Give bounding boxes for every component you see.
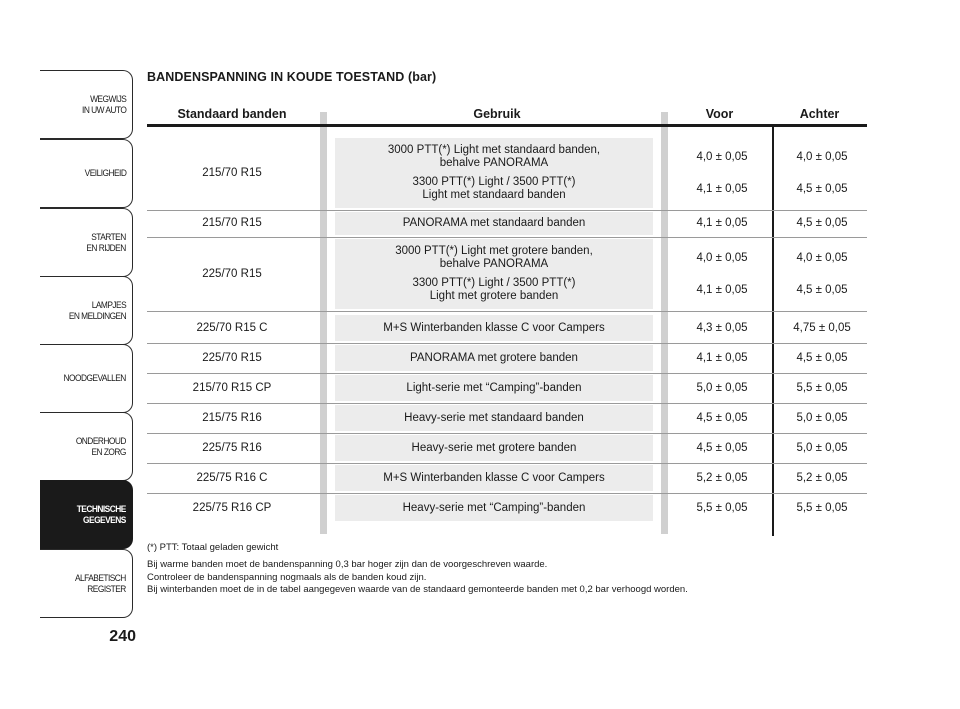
front-pressure-cell-value: 4,1 ± 0,05	[696, 283, 748, 296]
rear-pressure-cell	[767, 433, 877, 463]
use-cell	[335, 237, 653, 311]
rear-pressure-cell	[767, 463, 877, 493]
front-pressure-cell	[667, 343, 777, 373]
rear-pressure-cell	[767, 373, 877, 403]
tab-lampjes[interactable]	[40, 276, 133, 345]
front-pressure-cell	[667, 373, 777, 403]
tab-label: LAMPJES EN MELDINGEN	[68, 299, 126, 322]
front-pressure-cell-value: 4,3 ± 0,05	[696, 321, 748, 334]
rear-pressure-cell	[767, 237, 877, 311]
header-rear: Achter	[799, 107, 840, 121]
front-pressure-cell	[667, 313, 777, 343]
footnote-line: Bij winterbanden moet de in de tabel aangegeven waarde van de standaard gemonteerde banden met 0,2 bar verhoogd worden.	[147, 583, 688, 595]
rear-pressure-cell-value: 4,5 ± 0,05	[796, 283, 848, 296]
rear-pressure-cell-value: 4,0 ± 0,05	[796, 251, 848, 264]
front-pressure-cell-value: 5,5 ± 0,05	[696, 501, 748, 514]
use-cell-value: 3000 PTT(*) Light met standaard banden, behalve PANORAMA	[387, 144, 601, 169]
tyre-size-cell	[147, 463, 317, 493]
table-row	[147, 403, 867, 433]
table-row	[147, 463, 867, 493]
use-cell-value: 3300 PTT(*) Light / 3500 PTT(*) Light met grotere banden	[412, 277, 576, 302]
front-pressure-cell-value: 4,0 ± 0,05	[696, 251, 748, 264]
use-cell	[335, 210, 653, 237]
use-cell-value: 3300 PTT(*) Light / 3500 PTT(*) Light met standaard banden	[412, 176, 576, 201]
use-cell-value: Heavy-serie met grotere banden	[411, 441, 577, 454]
table-row	[147, 343, 867, 373]
use-cell-value: Heavy-serie met standaard banden	[404, 411, 584, 424]
front-pressure-cell-value: 5,0 ± 0,05	[696, 381, 748, 394]
rear-pressure-cell	[767, 403, 877, 433]
page-title: BANDENSPANNING IN KOUDE TOESTAND (bar)	[147, 70, 437, 84]
tab-label: STARTEN EN RIJDEN	[86, 231, 126, 254]
use-cell-value: Heavy-serie met “Camping”-banden	[402, 501, 586, 514]
rear-pressure-cell	[767, 493, 877, 523]
footnotes	[147, 542, 867, 596]
tab-label: VEILIGHEID	[84, 168, 126, 179]
tab-label: TECHNISCHE GEGEVENS	[76, 503, 126, 526]
table-row	[147, 136, 867, 210]
table-row	[147, 433, 867, 463]
front-pressure-cell	[667, 237, 777, 311]
tyre-size-cell-value: 225/75 R16 C	[196, 471, 268, 484]
table-row	[147, 493, 867, 523]
rear-pressure-cell	[767, 210, 877, 237]
rear-pressure-cell-value: 5,2 ± 0,05	[796, 471, 848, 484]
table-header	[147, 107, 867, 123]
rear-pressure-cell-value: 4,5 ± 0,05	[796, 217, 848, 229]
front-pressure-cell-value: 4,5 ± 0,05	[696, 441, 748, 454]
tab-noodgevallen[interactable]	[40, 344, 133, 413]
page-number: 240	[109, 628, 136, 645]
tab-starten[interactable]	[40, 208, 133, 277]
tyre-size-cell	[147, 237, 317, 311]
tab-label: WEGWIJS IN UW AUTO	[81, 93, 126, 116]
rear-pressure-cell-value: 4,5 ± 0,05	[796, 182, 848, 195]
tyre-size-cell-value: 215/70 R15	[202, 166, 262, 179]
footnote-line: Controleer de bandenspanning nogmaals als de banden koud zijn.	[147, 571, 427, 583]
tab-wegwijs[interactable]	[40, 70, 133, 139]
front-pressure-cell-value: 4,1 ± 0,05	[696, 217, 748, 229]
tab-alfabetisch-register[interactable]	[40, 549, 133, 618]
tyre-size-cell-value: 225/75 R16 CP	[192, 501, 272, 514]
tyre-size-cell-value: 215/70 R15 CP	[192, 381, 272, 394]
use-cell	[335, 313, 653, 343]
row-separator	[147, 311, 867, 312]
use-cell	[335, 343, 653, 373]
tyre-size-cell-value: 225/75 R16	[202, 441, 262, 454]
use-cell	[335, 136, 653, 210]
tyre-size-cell	[147, 493, 317, 523]
use-cell	[335, 403, 653, 433]
rear-pressure-cell-value: 4,0 ± 0,05	[796, 150, 848, 163]
tab-label: ALFABETISCH REGISTER	[75, 572, 126, 595]
tab-technische-gegevens[interactable]	[40, 480, 133, 549]
front-pressure-cell	[667, 433, 777, 463]
use-cell-value: 3000 PTT(*) Light met grotere banden, behalve PANORAMA	[395, 245, 593, 270]
tyre-size-cell	[147, 210, 317, 237]
footnote-ptt: (*) PTT: Totaal geladen gewicht	[147, 542, 279, 553]
tyre-size-cell	[147, 313, 317, 343]
tyre-size-cell-value: 215/75 R16	[202, 411, 262, 424]
tyre-size-cell-value: 225/70 R15 C	[196, 321, 268, 334]
front-pressure-cell-value: 5,2 ± 0,05	[696, 471, 748, 484]
front-pressure-cell-value: 4,1 ± 0,05	[696, 351, 748, 364]
use-cell-value: Light-serie met “Camping”-banden	[406, 381, 582, 394]
header-tyre: Standaard banden	[177, 107, 287, 121]
rear-pressure-cell-value: 5,0 ± 0,05	[796, 411, 848, 424]
rear-pressure-cell	[767, 343, 877, 373]
tyre-size-cell-value: 215/70 R15	[202, 217, 262, 229]
front-pressure-cell	[667, 210, 777, 237]
chapter-sidebar	[40, 70, 133, 618]
use-cell	[335, 463, 653, 493]
use-cell-value: PANORAMA met grotere banden	[410, 351, 578, 364]
front-pressure-cell	[667, 403, 777, 433]
front-pressure-cell	[667, 136, 777, 210]
rear-pressure-cell-value: 5,5 ± 0,05	[796, 501, 848, 514]
use-cell	[335, 373, 653, 403]
use-cell	[335, 493, 653, 523]
front-pressure-cell-value: 4,1 ± 0,05	[696, 182, 748, 195]
table-row	[147, 373, 867, 403]
tab-label: NOODGEVALLEN	[63, 373, 126, 384]
rear-pressure-cell-value: 5,0 ± 0,05	[796, 441, 848, 454]
rear-pressure-cell	[767, 313, 877, 343]
header-front: Voor	[705, 107, 734, 121]
tab-veiligheid[interactable]	[40, 139, 133, 208]
rear-pressure-cell-value: 4,5 ± 0,05	[796, 351, 848, 364]
table-top-rule	[147, 124, 867, 127]
rear-pressure-cell	[767, 136, 877, 210]
tyre-size-cell	[147, 433, 317, 463]
use-cell-value: M+S Winterbanden klasse C voor Campers	[383, 321, 605, 334]
use-cell-value: PANORAMA met standaard banden	[402, 217, 586, 229]
use-cell	[335, 433, 653, 463]
front-pressure-cell-value: 4,0 ± 0,05	[696, 150, 748, 163]
table-row	[147, 313, 867, 343]
tyre-size-cell	[147, 403, 317, 433]
use-cell-value: M+S Winterbanden klasse C voor Campers	[383, 471, 605, 484]
rear-pressure-cell-value: 5,5 ± 0,05	[796, 381, 848, 394]
tyre-size-cell	[147, 373, 317, 403]
footnote-line: Bij warme banden moet de bandenspanning 0,3 bar hoger zijn dan de voorgeschreven waarde.	[147, 559, 548, 571]
tyre-size-cell	[147, 136, 317, 210]
front-pressure-cell-value: 4,5 ± 0,05	[696, 411, 748, 424]
rear-pressure-cell-value: 4,75 ± 0,05	[793, 321, 851, 334]
front-pressure-cell	[667, 493, 777, 523]
front-pressure-cell	[667, 463, 777, 493]
table-row	[147, 210, 867, 237]
table-row	[147, 237, 867, 311]
tyre-size-cell-value: 225/70 R15	[202, 267, 262, 280]
tab-onderhoud[interactable]	[40, 412, 133, 481]
tyre-size-cell	[147, 343, 317, 373]
header-use: Gebruik	[473, 107, 521, 121]
tab-label: ONDERHOUD EN ZORG	[75, 435, 126, 458]
tyre-size-cell-value: 225/70 R15	[202, 351, 262, 364]
